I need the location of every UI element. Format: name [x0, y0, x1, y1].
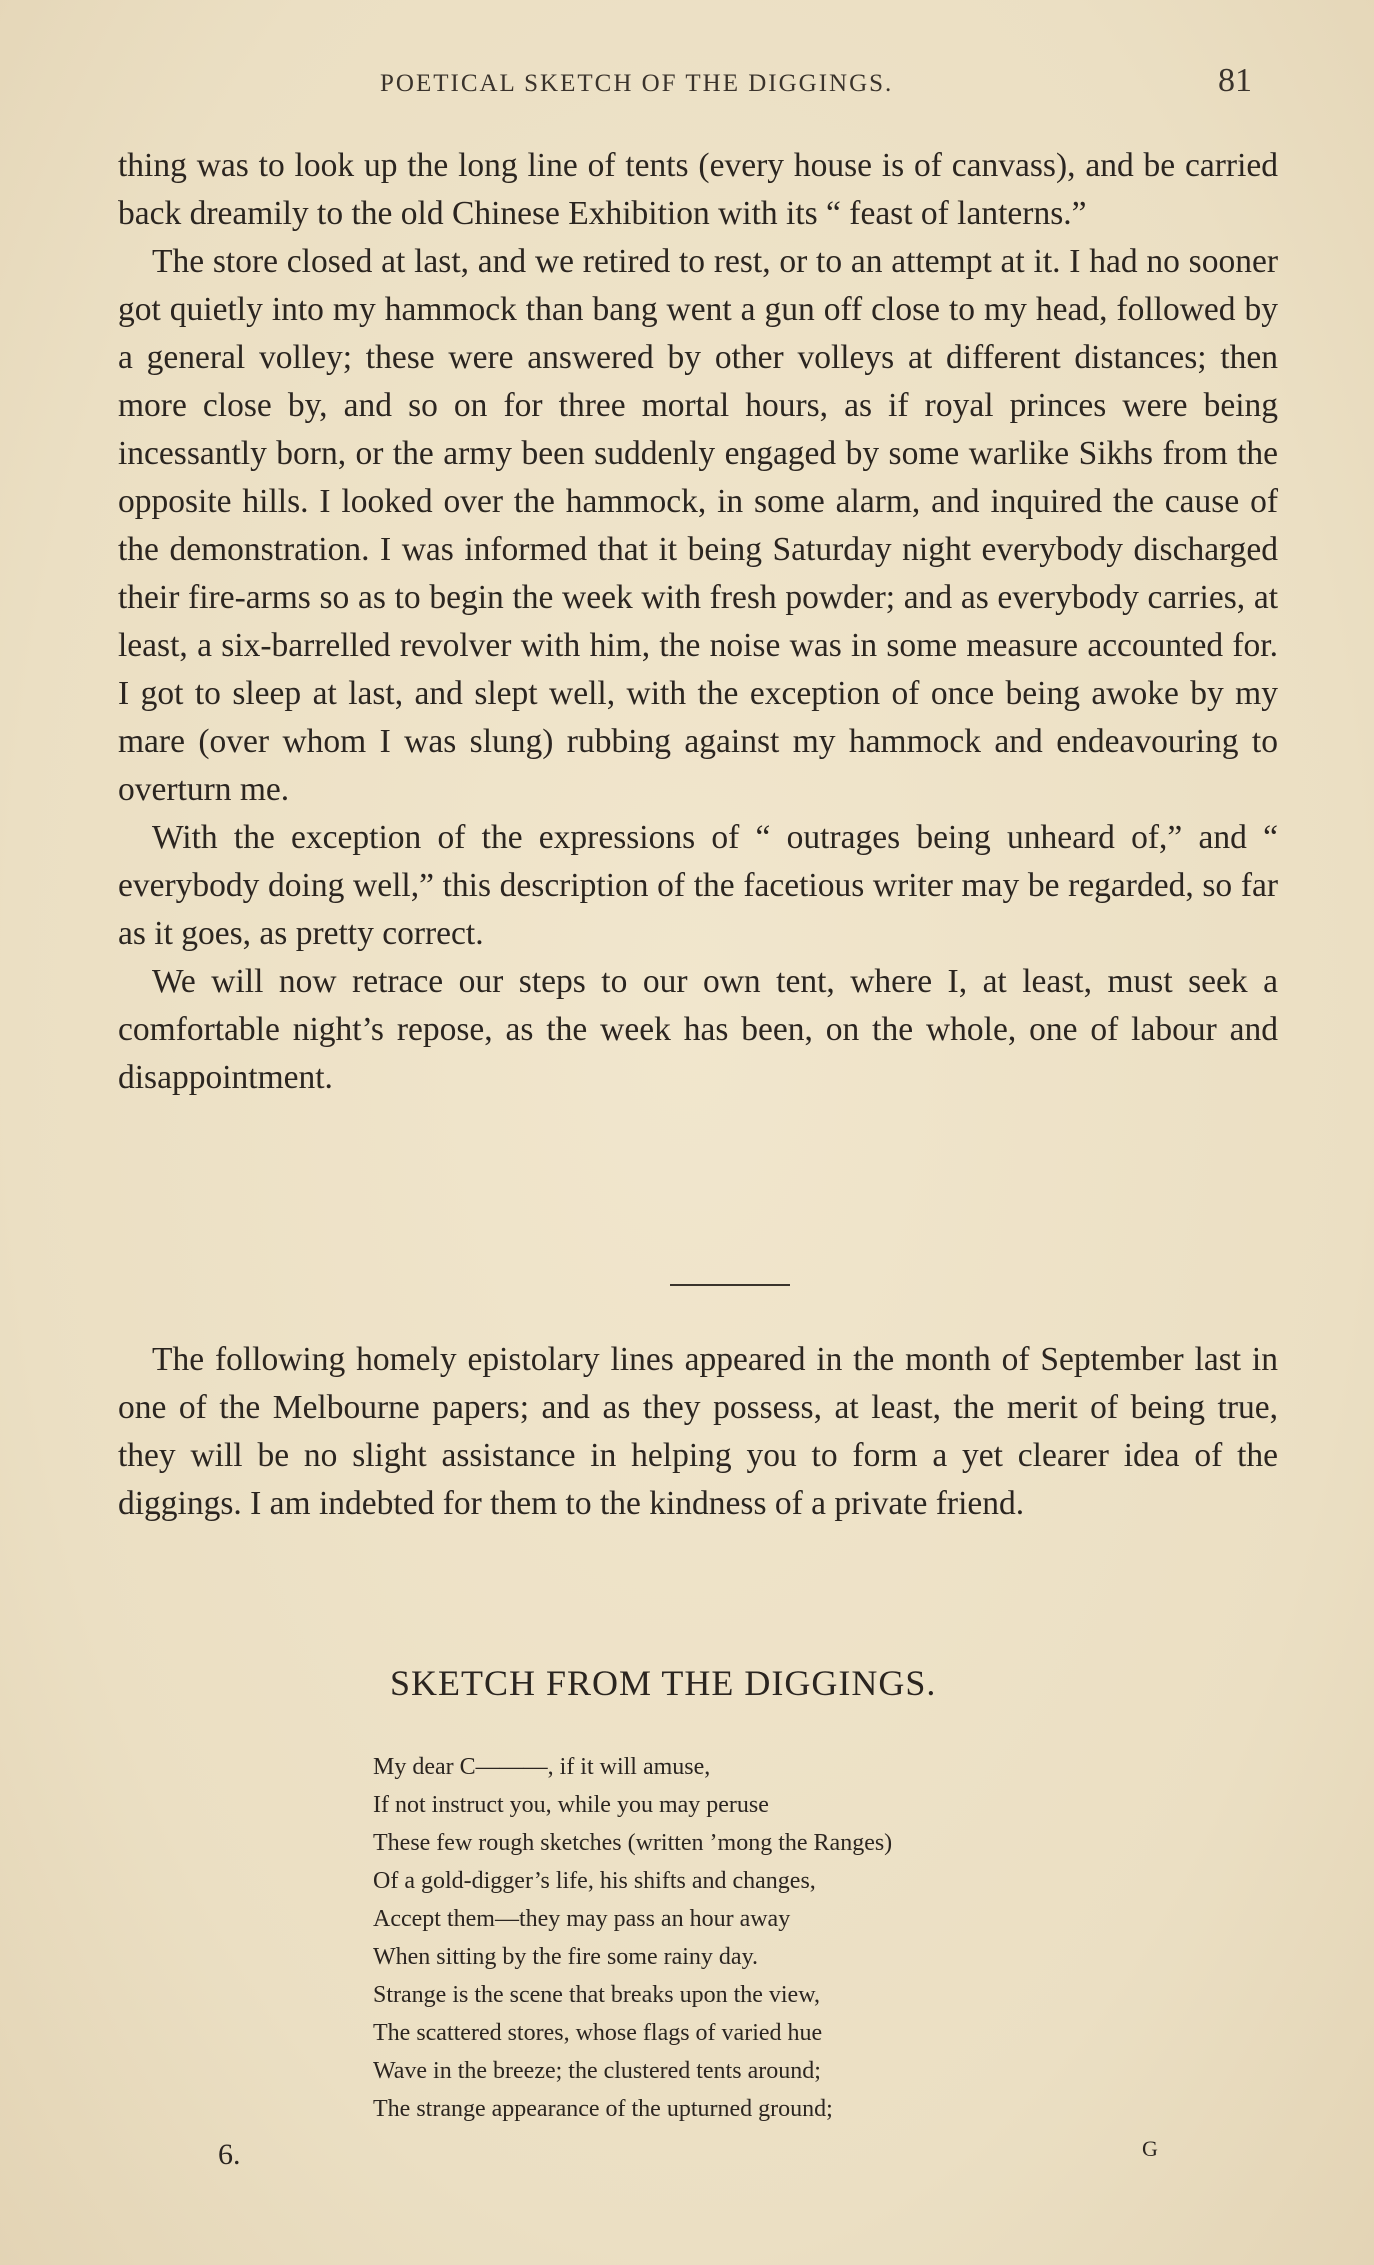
poem-line: When sitting by the fire some rainy day.: [373, 1944, 759, 1970]
poem-line: Strange is the scene that breaks upon the view,: [373, 1982, 820, 2008]
poem-line: Accept them—they may pass an hour away: [373, 1906, 791, 1932]
running-title: POETICAL SKETCH OF THE DIGGINGS.: [380, 70, 894, 97]
signature-letter: G: [1142, 2136, 1158, 2161]
signature-number: 6.: [218, 2138, 241, 2171]
page-number: 81: [1218, 62, 1252, 99]
section-divider: [670, 1284, 790, 1286]
poem-line: The scattered stores, whose flags of varied hue: [373, 2020, 823, 2046]
poem-body: [373, 1748, 1133, 2128]
poem-line: The strange appearance of the upturned ground;: [373, 2096, 833, 2122]
poem-line: If not instruct you, while you may peruse: [373, 1792, 769, 1818]
paragraph-exception: With the exception of the expressions of “ outrages being unheard of,” and “ everybody doing well,” this description of the facetious writer may be regarded, so far as it goes, as pretty correct.: [118, 819, 1278, 952]
paragraph-store-closed: The store closed at last, and we retired to rest, or to an attempt at it. I had no sooner got quietly into my hammock than bang went a gun off close to my head, followed by a general volley; these were answered by other volleys at different distances; then more close by, and so on for three mortal hours, as if royal princes were being incessantly born, or the army been suddenly engaged by some warlike Sikhs from the opposite hills. I looked over the hammock, in some alarm, and inquired the cause of the demonstration. I was informed that it being Saturday night everybody discharged their fire-arms so as to begin the week with fresh powder; and as everybody carries, at least, a six-barrelled revolver with him, the noise was in some measure accounted for. I got to sleep at last, and slept well, with the exception of once being awoke by my mare (over whom I was slung) rubbing against my hammock and endeavouring to overturn me.: [118, 243, 1278, 808]
paragraph-intro: The following homely epistolary lines appeared in the month of September last in one of the Melbourne papers; and as they possess, at least, the merit of being true, they will be no slight assistance in helping you to form a yet clearer idea of the diggings. I am indebted for them to the kindness of a private friend.: [118, 1341, 1278, 1522]
poem-line: Of a gold-digger’s life, his shifts and changes,: [373, 1868, 816, 1894]
poem-line: These few rough sketches (written ’mong the Ranges): [373, 1830, 893, 1856]
poem-line: My dear C———, if it will amuse,: [373, 1754, 711, 1780]
poem-title: SKETCH FROM THE DIGGINGS.: [390, 1663, 937, 1703]
poem-line: Wave in the breeze; the clustered tents around;: [373, 2058, 821, 2084]
body-text-block: [118, 142, 1278, 1102]
paragraph-retrace: We will now retrace our steps to our own tent, where I, at least, must seek a comfortable night’s repose, as the week has been, on the whole, one of labour and disappointment.: [118, 963, 1278, 1096]
paragraph-continued: thing was to look up the long line of tents (every house is of canvass), and be carried back dreamily to the old Chinese Exhibition with its “ feast of lanterns.”: [118, 147, 1278, 232]
intro-text-block: [118, 1336, 1278, 1528]
